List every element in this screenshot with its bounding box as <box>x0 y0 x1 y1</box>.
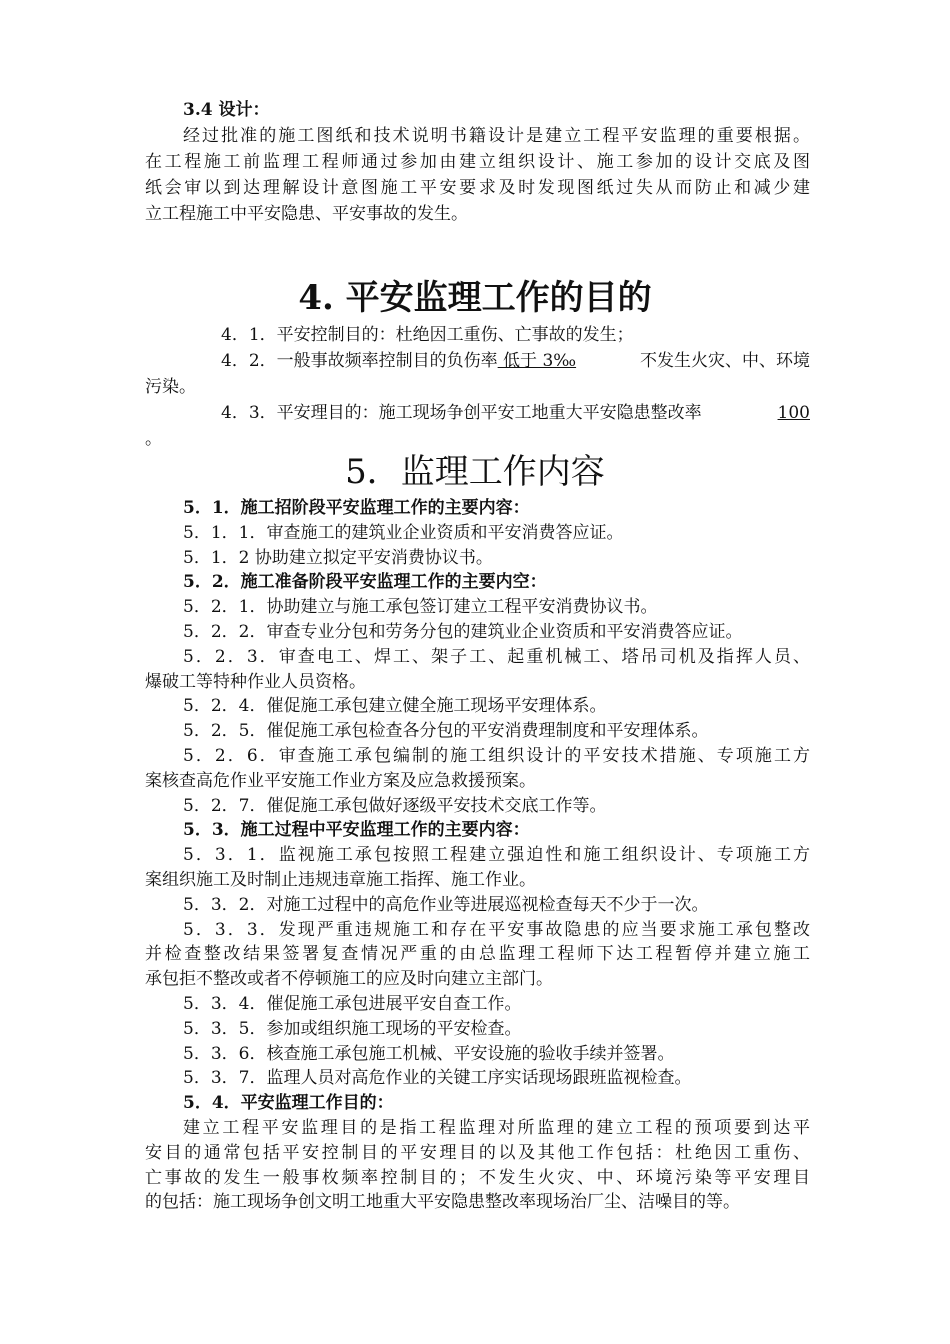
list-item: 5．2．4．催促施工承包建立健全施工现场平安理体系。 <box>183 696 607 717</box>
list-item: 亡事故的发生一般事枚频率控制目的；不发生火灾、中、环境污染等平安理目 <box>145 1167 810 1188</box>
target-item-4-3-cont: 。 <box>145 429 162 449</box>
list-item: 承包拒不整改或者不停顿施工的应及时向建立主部门。 <box>145 969 553 990</box>
target-item-4-2-cont: 污染。 <box>145 377 196 397</box>
subsection-heading: 5．2．施工准备阶段平安监理工作的主要内空： <box>183 572 547 593</box>
section-5-title: 5．监理工作内容 <box>345 452 605 492</box>
list-item: 5．3．6．核查施工承包施工机械、平安设施的验收手续并签署。 <box>183 1043 675 1064</box>
target-item-4-2: 4．2．一般事故频率控制目的负伤率 低于 3‰ 不发生火灾、中、环境 <box>221 351 810 371</box>
target-item-4-1: 4．1．平安控制目的：杜绝因工重伤、亡事故的发生； <box>221 325 634 345</box>
list-item: 爆破工等特种作业人员资格。 <box>145 671 366 692</box>
underlined-value: 低于 3‰ <box>497 351 577 371</box>
target-item-4-3: 4．3．平安理目的：施工现场争创平安工地重大平安隐患整改率 100 <box>145 400 810 426</box>
list-item: 并检查整改结果签署复查情况严重的由总监理工程师下达工程暂停并建立施工 <box>145 944 810 965</box>
list-item: 建立工程平安监理目的是指工程监理对所监理的建立工程的预项要到达平 <box>183 1117 810 1138</box>
list-item: 5．2．3．审查电工、焊工、架子工、起重机械工、塔吊司机及指挥人员、 <box>183 646 810 667</box>
list-item: 案核查高危作业平安施工作业方案及应急救援预案。 <box>145 770 536 791</box>
list-item: 5．2．7．催促施工承包做好逐级平安技术交底工作等。 <box>183 795 607 816</box>
list-item: 5．3．1．监视施工承包按照工程建立强迫性和施工组织设计、专项施工方 <box>183 845 810 866</box>
list-item: 5．3．3．发现严重违规施工和存在平安事故隐患的应当要求施工承包整改 <box>183 919 810 940</box>
list-item: 5．2．2．审查专业分包和劳务分包的建筑业企业资质和平安消费答应证。 <box>183 621 743 642</box>
subsection-heading: 5．3．施工过程中平安监理工作的主要内容： <box>183 820 530 841</box>
section-5-body <box>145 496 810 1215</box>
list-item: 5．2．1．协助建立与施工承包签订建立工程平安消费协议书。 <box>183 597 658 618</box>
paragraph-line: 经过批准的施工图纸和技术说明书籍设计是建立工程平安监理的重要根据。 <box>183 126 810 146</box>
section-3-4-heading: 3.4 设计： <box>183 100 270 120</box>
section-4-title: 4. 平安监理工作的目的 <box>298 278 652 318</box>
list-item: 5．3．5．参加或组织施工现场的平安检查。 <box>183 1018 522 1039</box>
section-4-body <box>145 322 810 452</box>
list-item: 5．3．4．催促施工承包进展平安自查工作。 <box>183 993 522 1014</box>
paragraph-line: 在工程施工前监理工程师通过参加由建立组织设计、施工参加的设计交底及图 <box>145 152 810 172</box>
list-item: 5．3．7．监理人员对高危作业的关键工序实话现场跟班监视检查。 <box>183 1068 692 1089</box>
underlined-value: 100 <box>777 403 810 423</box>
list-item: 5．1．2 协助建立拟定平安消费协议书。 <box>183 547 493 568</box>
paragraph-line: 立工程施工中平安隐患、平安事故的发生。 <box>145 204 468 224</box>
list-item: 案组织施工及时制止违规违章施工指挥、施工作业。 <box>145 869 536 890</box>
subsection-heading: 5．1．施工招阶段平安监理工作的主要内容： <box>183 498 530 518</box>
section-3-4 <box>145 97 810 227</box>
list-item: 的包括：施工现场争创文明工地重大平安隐患整改率现场治厂尘、洁噪目的等。 <box>145 1192 740 1213</box>
list-item: 5．3．2．对施工过程中的高危作业等进展巡视检查每天不少于一次。 <box>183 894 709 915</box>
list-item: 5．2．5．催促施工承包检查各分包的平安消费理制度和平安理体系。 <box>183 721 709 742</box>
list-item: 5．2．6．审查施工承包编制的施工组织设计的平安技术措施、专项施工方 <box>183 745 810 766</box>
list-item: 5．1．1．审查施工的建筑业企业资质和平安消费答应证。 <box>183 522 624 543</box>
subsection-heading: 5．4．平安监理工作目的： <box>183 1093 394 1114</box>
paragraph-line: 纸会审以到达理解设计意图施工平安要求及时发现图纸过失从而防止和减少建 <box>145 178 810 198</box>
list-item: 安目的通常包括平安控制目的平安理目的以及其他工作包括：杜绝因工重伤、 <box>145 1142 810 1163</box>
